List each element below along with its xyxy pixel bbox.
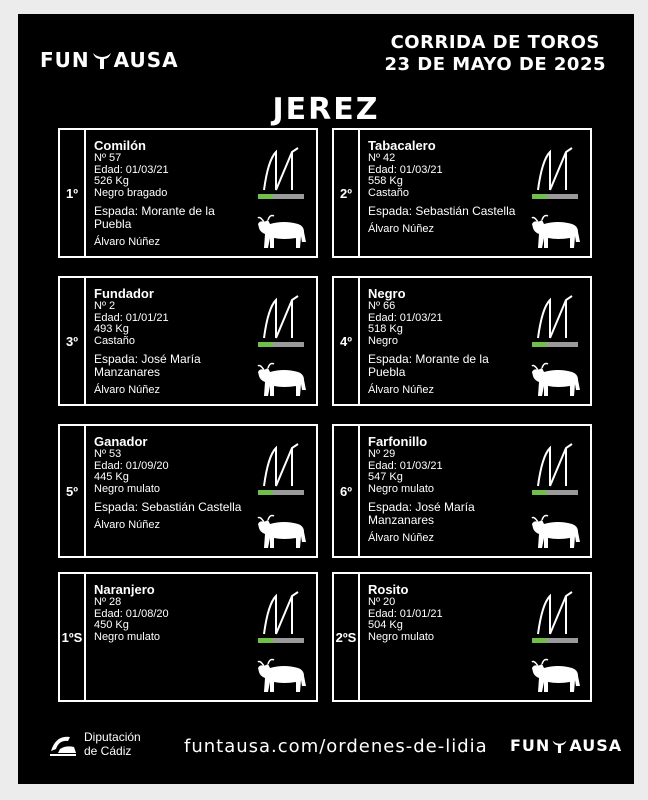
city-title: JEREZ xyxy=(272,92,380,127)
ganaderia-color-bar xyxy=(532,638,578,643)
bull-weight: 558 Kg xyxy=(368,175,403,187)
bull-coat: Castaño xyxy=(368,186,409,199)
funtausa-logo xyxy=(40,48,179,72)
bull-card-3 xyxy=(58,276,318,406)
footer-logo-text-right: AUSA xyxy=(569,736,623,755)
card-order: 1º xyxy=(60,130,86,256)
bull-card-8 xyxy=(332,572,592,702)
bull-card-2 xyxy=(332,128,592,258)
bull-mayoral: Álvaro Núñez xyxy=(368,223,435,235)
bull-number: Nº 53 xyxy=(94,448,122,460)
footer-bull-horns-icon xyxy=(551,739,568,753)
bull-name: Negro xyxy=(368,286,406,301)
bull-coat: Negro mulato xyxy=(368,630,435,643)
bull-icon xyxy=(530,512,582,550)
bull-name: Ganador xyxy=(94,434,148,449)
poster xyxy=(18,14,634,784)
bull-number: Nº 28 xyxy=(94,596,122,608)
bull-name: Rosito xyxy=(368,582,409,597)
bull-icon xyxy=(530,212,582,250)
bull-card-7 xyxy=(58,572,318,702)
bull-icon xyxy=(256,360,308,398)
card-order: 4º xyxy=(334,278,360,404)
diputacion-logo xyxy=(48,730,141,758)
bull-mayoral: Álvaro Núñez xyxy=(368,532,435,544)
bull-espada: Espada: José María Manzanares xyxy=(368,500,475,527)
bull-number: Nº 66 xyxy=(368,300,396,312)
bull-card-4 xyxy=(332,276,592,406)
card-order: 2º xyxy=(334,130,360,256)
footer-logo-text-left: FUN xyxy=(510,736,551,755)
bull-weight: 526 Kg xyxy=(94,175,129,187)
bull-age: Edad: 01/03/21 xyxy=(368,459,443,472)
bull-age: Edad: 01/03/21 xyxy=(368,163,443,176)
diputacion-line1: Diputación xyxy=(84,730,141,744)
bull-mayoral: Álvaro Núñez xyxy=(94,519,161,531)
event-title xyxy=(384,32,606,76)
ganaderia-color-bar xyxy=(532,342,578,347)
bull-number: Nº 20 xyxy=(368,596,396,608)
bull-mayoral: Álvaro Núñez xyxy=(94,384,161,396)
bull-espada: Espada: Morante de la Puebla xyxy=(94,204,215,231)
ganaderia-brand-icon xyxy=(532,146,580,192)
bull-coat: Negro xyxy=(368,334,398,347)
bull-name: Comilón xyxy=(94,138,146,153)
diputacion-emblem-icon xyxy=(48,731,78,757)
bull-name: Farfonillo xyxy=(368,434,428,449)
ganaderia-brand-icon xyxy=(532,294,580,340)
bull-name: Tabacalero xyxy=(368,138,436,153)
bull-age: Edad: 01/01/21 xyxy=(368,607,443,620)
footer-funtausa-logo xyxy=(510,736,622,755)
ganaderia-color-bar xyxy=(258,194,304,199)
card-order: 1ºS xyxy=(60,574,86,700)
logo-text-left: FUN xyxy=(40,48,90,72)
bull-age: Edad: 01/03/21 xyxy=(94,163,169,176)
ganaderia-brand-icon xyxy=(258,294,306,340)
bull-number: Nº 57 xyxy=(94,152,122,164)
ganaderia-brand-icon xyxy=(258,590,306,636)
bull-weight: 450 Kg xyxy=(94,619,129,631)
card-order: 2ºS xyxy=(334,574,360,700)
bull-weight: 445 Kg xyxy=(94,471,129,483)
bull-horns-icon xyxy=(91,51,113,69)
bull-number: Nº 42 xyxy=(368,152,396,164)
bull-weight: 504 Kg xyxy=(368,619,403,631)
bull-weight: 547 Kg xyxy=(368,471,403,483)
bull-icon xyxy=(256,512,308,550)
bull-coat: Castaño xyxy=(94,334,135,347)
bull-coat: Negro mulato xyxy=(94,482,161,495)
ganaderia-color-bar xyxy=(258,638,304,643)
bull-name: Naranjero xyxy=(94,582,155,597)
event-title-line1: CORRIDA DE TOROS xyxy=(390,32,600,53)
ganaderia-brand-icon xyxy=(258,442,306,488)
diputacion-line2: de Cádiz xyxy=(84,744,132,758)
ganaderia-brand-icon xyxy=(258,146,306,192)
bull-weight: 493 Kg xyxy=(94,323,129,335)
bull-espada: Espada: Morante de la Puebla xyxy=(368,352,489,379)
bull-icon xyxy=(256,212,308,250)
card-order: 6º xyxy=(334,426,360,556)
bull-icon xyxy=(530,656,582,694)
bull-mayoral: Álvaro Núñez xyxy=(94,236,161,248)
bull-age: Edad: 01/09/20 xyxy=(94,459,169,472)
bull-espada: Espada: José María Manzanares xyxy=(94,352,201,379)
bull-card-5 xyxy=(58,424,318,558)
bull-card-1 xyxy=(58,128,318,258)
footer-url-link[interactable]: funtausa.com/ordenes-de-lidia xyxy=(184,736,488,757)
logo-text-right: AUSA xyxy=(113,48,179,72)
ganaderia-color-bar xyxy=(258,342,304,347)
bull-name: Fundador xyxy=(94,286,154,301)
bull-icon xyxy=(530,360,582,398)
card-order: 5º xyxy=(60,426,86,556)
bull-age: Edad: 01/08/20 xyxy=(94,607,169,620)
card-order: 3º xyxy=(60,278,86,404)
bull-coat: Negro mulato xyxy=(94,630,161,643)
bull-espada: Espada: Sebastián Castella xyxy=(368,204,516,218)
ganaderia-color-bar xyxy=(532,490,578,495)
event-date: 23 DE MAYO DE 2025 xyxy=(384,54,606,75)
bull-card-6 xyxy=(332,424,592,558)
bull-coat: Negro bragado xyxy=(94,186,168,199)
bull-coat: Negro mulato xyxy=(368,482,435,495)
bull-mayoral: Álvaro Núñez xyxy=(368,384,435,396)
ganaderia-color-bar xyxy=(258,490,304,495)
bull-weight: 518 Kg xyxy=(368,323,403,335)
ganaderia-color-bar xyxy=(532,194,578,199)
bull-espada: Espada: Sebastián Castella xyxy=(94,500,242,514)
ganaderia-brand-icon xyxy=(532,442,580,488)
bull-number: Nº 2 xyxy=(94,300,116,312)
bull-number: Nº 29 xyxy=(368,448,396,460)
bull-age: Edad: 01/03/21 xyxy=(368,311,443,324)
bull-icon xyxy=(256,656,308,694)
ganaderia-brand-icon xyxy=(532,590,580,636)
bull-age: Edad: 01/01/21 xyxy=(94,311,169,324)
